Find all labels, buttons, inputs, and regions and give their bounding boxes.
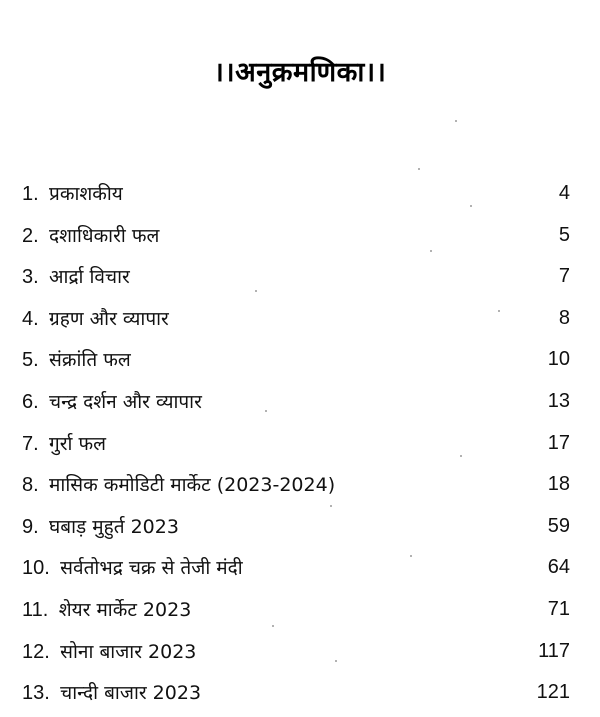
toc-entry-title: मासिक कमोडिटी मार्केट (2023-2024) — [49, 474, 336, 497]
scan-speck — [410, 555, 412, 557]
toc-entry-number: 4. — [22, 307, 39, 330]
toc-entry-title: चान्दी बाजार 2023 — [60, 682, 202, 705]
toc-entry-title: आर्द्रा विचार — [49, 266, 130, 289]
toc-entry-title: संक्रांति फल — [49, 349, 131, 372]
toc-entry-number: 11. — [22, 598, 49, 621]
toc-entry — [22, 634, 582, 676]
toc-entry-title: घबाड़ मुहुर्त 2023 — [49, 515, 179, 538]
toc-entry-title: चन्द्र दर्शन और व्यापार — [49, 390, 202, 413]
toc-entry-page: 7 — [558, 265, 570, 288]
toc-entry-title: सर्वतोभद्र चक्र से तेजी मंदी — [60, 557, 243, 580]
toc-entry — [22, 384, 582, 426]
toc-entry-number: 7. — [22, 432, 39, 455]
toc-entry-number: 8. — [22, 474, 39, 497]
toc-entry — [22, 218, 582, 260]
toc-entry-title: दशाधिकारी फल — [49, 224, 160, 247]
toc-entry-number: 13. — [22, 682, 50, 705]
toc-entry — [22, 259, 582, 301]
toc-entry-page: 18 — [547, 473, 570, 496]
toc-entry-number: 2. — [22, 224, 39, 247]
scan-speck — [418, 168, 420, 170]
toc-entry-number: 6. — [22, 390, 39, 413]
toc-entry-page: 59 — [547, 514, 570, 537]
toc-entry — [22, 592, 582, 634]
toc-entry — [22, 675, 582, 717]
toc-entry-number: 5. — [22, 349, 39, 372]
toc-entry — [22, 550, 582, 592]
scan-speck — [430, 250, 432, 252]
toc-entry-title: सोना बाजार 2023 — [60, 640, 197, 663]
toc-entry — [22, 342, 582, 384]
toc-entry-title: गुर्रा फल — [49, 432, 107, 455]
toc-entry — [22, 509, 582, 551]
toc-entry-page: 121 — [536, 681, 570, 704]
toc-entry — [22, 467, 582, 509]
toc-entry-page: 5 — [558, 223, 570, 246]
toc-entry-page: 17 — [547, 431, 570, 454]
toc-entry-page: 13 — [547, 389, 570, 412]
scan-speck — [265, 410, 267, 412]
scan-speck — [330, 505, 332, 507]
toc-entry-page: 4 — [558, 182, 570, 204]
table-of-contents — [22, 176, 582, 717]
toc-entry — [22, 301, 582, 343]
scan-speck — [470, 205, 472, 207]
page-title: ।।अनुक्रमणिका।। — [213, 57, 387, 88]
toc-entry-page: 10 — [547, 348, 570, 371]
toc-entry-number: 3. — [22, 266, 39, 289]
toc-entry-number: 1. — [22, 183, 39, 205]
scan-speck — [255, 290, 257, 292]
toc-entry-page: 64 — [547, 556, 570, 579]
toc-entry-number: 10. — [22, 557, 50, 580]
toc-entry-page: 8 — [558, 306, 570, 329]
scan-speck — [498, 310, 500, 312]
toc-entry — [22, 426, 582, 468]
toc-entry-number: 9. — [22, 515, 39, 538]
toc-entry-title: प्रकाशकीय — [49, 183, 123, 205]
scan-speck — [460, 455, 462, 457]
scan-speck — [272, 625, 274, 627]
toc-entry — [22, 176, 582, 218]
toc-entry-page: 71 — [547, 597, 570, 620]
toc-entry-page: 117 — [538, 639, 570, 662]
toc-entry-title: ग्रहण और व्यापार — [49, 307, 169, 330]
scan-speck — [455, 120, 457, 122]
scan-speck — [335, 660, 337, 662]
toc-entry-title: शेयर मार्केट 2023 — [58, 598, 192, 621]
toc-entry-number: 12. — [22, 640, 50, 663]
